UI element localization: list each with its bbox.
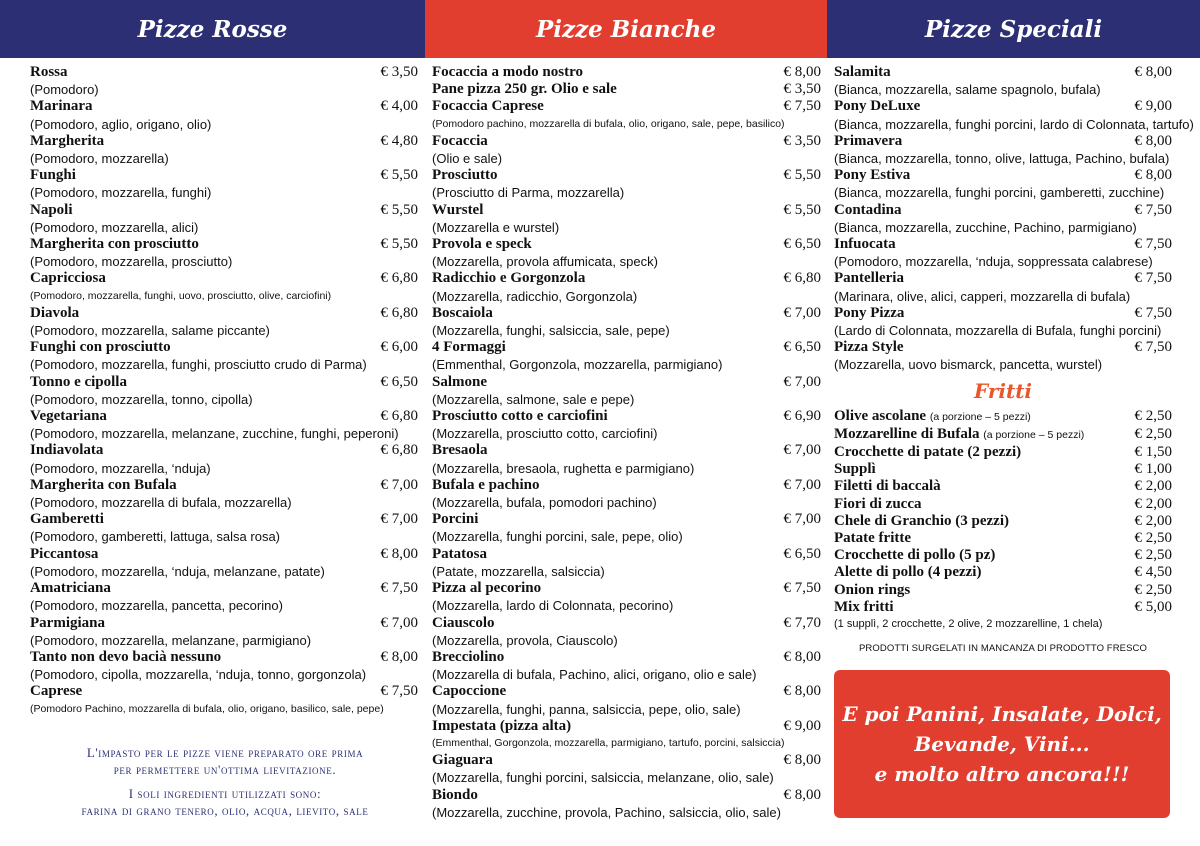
- item-description: (Bianca, mozzarella, tonno, olive, lattuga, Pachino, bufala): [834, 151, 1170, 167]
- item-description: (Pomodoro, mozzarella, ‘nduja, melanzane, patate): [30, 563, 325, 579]
- item-name: Pizza Style: [834, 339, 904, 356]
- menu-item: [834, 305, 1172, 322]
- item-description: (Bianca, mozzarella, zucchine, Pachino, parmigiano): [834, 219, 1137, 235]
- item-description: (Mozzarella, funghi porcini, salsiccia, melanzane, olio, sale): [432, 770, 774, 786]
- item-description: (Pomodoro, mozzarella, salame piccante): [30, 323, 270, 339]
- menu-item: [30, 236, 418, 253]
- menu-item: [30, 408, 418, 425]
- item-name: Salmone: [432, 373, 488, 390]
- item-price: € 5,50: [380, 167, 418, 184]
- item-description: (Pomodoro, mozzarella, alici): [30, 219, 199, 235]
- item-name-wrap: [834, 426, 1084, 444]
- item-description: (Mozzarella, funghi, salsiccia, sale, pepe): [432, 323, 670, 339]
- item-description: (Emmenthal, Gorgonzola, mozzarella, parmigiano, tartufo, porcini, salsiccia): [432, 736, 785, 749]
- item-description: (Mozzarella, bufala, pomodori pachino): [432, 495, 657, 511]
- item-description: (Pomodoro, mozzarella, funghi): [30, 185, 212, 201]
- item-price: € 8,00: [783, 683, 821, 700]
- item-price: € 7,50: [1134, 304, 1172, 321]
- item-name: Margherita: [30, 132, 105, 149]
- item-name: Caprese: [30, 683, 83, 700]
- menu-item: [834, 478, 1172, 495]
- item-description: (Pomodoro, cipolla, mozzarella, ‘nduja, tonno, gorgonzola): [30, 667, 367, 683]
- menu-item: [834, 167, 1172, 184]
- menu-item: [30, 374, 418, 391]
- item-name: Tonno e cipolla: [30, 373, 127, 390]
- fritti-list: [834, 408, 1172, 616]
- item-description: (Pomodoro, gamberetti, lattuga, salsa rosa): [30, 529, 281, 545]
- item-name: Focaccia Caprese: [432, 98, 544, 115]
- item-name: Patatosa: [432, 545, 487, 562]
- item-name: Focaccia a modo nostro: [432, 64, 583, 80]
- item-note: (a porzione – 5 pezzi): [929, 410, 1031, 423]
- item-name: Contadina: [834, 201, 902, 218]
- item-name: Crocchette di pollo (5 pz): [834, 547, 996, 564]
- menu-item: [30, 202, 418, 219]
- item-price: € 6,80: [783, 270, 821, 287]
- item-description: (Pomodoro, mozzarella, funghi, prosciutto crudo di Parma): [30, 357, 367, 373]
- menu-item: [834, 461, 1172, 478]
- menu-item: [834, 496, 1172, 513]
- menu-item: [834, 339, 1172, 356]
- pizze-bianche-list: [432, 64, 821, 821]
- item-price: € 6,80: [380, 408, 418, 425]
- item-price: € 1,00: [1134, 461, 1172, 478]
- item-name: Supplì: [834, 461, 876, 478]
- menu-item: [30, 615, 418, 632]
- item-price: € 7,70: [783, 614, 821, 631]
- menu-item: [30, 64, 418, 81]
- promo-banner: [834, 670, 1170, 818]
- item-name: Rossa: [30, 64, 68, 80]
- item-description: (Lardo di Colonnata, mozzarella di Bufala, funghi porcini): [834, 323, 1162, 339]
- item-name: Crocchette di patate (2 pezzi): [834, 444, 1022, 461]
- item-price: € 7,00: [380, 614, 418, 631]
- item-price: € 9,00: [783, 717, 821, 734]
- menu-item: [30, 511, 418, 528]
- item-name: Porcini: [432, 511, 479, 528]
- menu-item: [30, 305, 418, 322]
- item-name: Piccantosa: [30, 545, 99, 562]
- menu-item: [432, 236, 821, 253]
- item-description: (Pomodoro pachino, mozzarella di bufala, olio, origano, sale, pepe, basilico): [432, 117, 785, 130]
- item-price: € 2,00: [1134, 478, 1172, 495]
- item-description: (Patate, mozzarella, salsiccia): [432, 563, 605, 579]
- item-name: Focaccia: [432, 132, 488, 149]
- menu-item: [834, 64, 1172, 81]
- item-name: Chele di Granchio (3 pezzi): [834, 512, 1009, 529]
- item-name: Capoccione: [432, 683, 507, 700]
- item-name: 4 Formaggi: [432, 339, 506, 356]
- item-price: € 5,50: [783, 201, 821, 218]
- header-title: Pizze Bianche: [536, 15, 716, 43]
- item-description: (Pomodoro, mozzarella, funghi, uovo, prosciutto, olive, carciofini): [30, 289, 332, 302]
- menu-item: [432, 64, 821, 81]
- menu-item: [432, 270, 821, 287]
- item-price: € 3,50: [783, 132, 821, 149]
- item-description: (Mozzarella, prosciutto cotto, carciofini): [432, 426, 658, 442]
- item-description: (Pomodoro, mozzarella, tonno, cipolla): [30, 391, 253, 407]
- item-price: € 5,50: [380, 236, 418, 253]
- item-name: Bresaola: [432, 442, 488, 459]
- item-price: € 7,50: [1134, 339, 1172, 356]
- item-price: € 4,80: [380, 132, 418, 149]
- item-price: € 4,50: [1134, 564, 1172, 581]
- item-price: € 1,50: [1134, 444, 1172, 461]
- menu-item: [432, 305, 821, 322]
- item-name: Gamberetti: [30, 511, 104, 528]
- menu-item: [432, 511, 821, 528]
- menu-item: [30, 133, 418, 150]
- item-price: € 7,00: [783, 511, 821, 528]
- item-name: Provola e speck: [432, 236, 532, 253]
- menu-item: [834, 236, 1172, 253]
- item-price: € 6,00: [380, 339, 418, 356]
- item-price: € 2,50: [1134, 425, 1172, 442]
- pizze-speciali-column: [834, 64, 1194, 655]
- item-name: Parmigiana: [30, 614, 105, 631]
- item-description: (Pomodoro, mozzarella, ‘nduja, soppressata calabrese): [834, 254, 1153, 270]
- menu-item: [30, 270, 418, 287]
- item-name: Wurstel: [432, 201, 484, 218]
- notice-line-2: per permettere un'ottima lievitazione.: [113, 761, 337, 777]
- item-price: € 7,00: [783, 442, 821, 459]
- item-price: € 2,50: [1134, 407, 1172, 424]
- item-price: € 6,50: [783, 545, 821, 562]
- item-name: Filetti di baccalà: [834, 478, 941, 495]
- fritti-title: Fritti: [973, 378, 1033, 403]
- item-name: Vegetariana: [30, 408, 107, 425]
- item-name: Salamita: [834, 64, 891, 80]
- item-name: Amatriciana: [30, 580, 111, 597]
- notice-line-4: farina di grano tenero, olio, acqua, lievito, sale: [81, 802, 369, 818]
- item-name: Mozzarelline di Bufala: [834, 425, 980, 442]
- item-price: € 8,00: [783, 786, 821, 803]
- notice-line-3: I soli ingredienti utilizzati sono:: [128, 786, 322, 801]
- item-price: € 7,50: [1134, 201, 1172, 218]
- menu-item: [30, 477, 418, 494]
- item-price: € 6,50: [783, 236, 821, 253]
- item-price: € 6,80: [380, 442, 418, 459]
- menu-item: [432, 752, 821, 769]
- item-price: € 4,00: [380, 98, 418, 115]
- item-price: € 6,50: [783, 339, 821, 356]
- item-price: € 8,00: [1134, 132, 1172, 149]
- item-name: Infuocata: [834, 236, 896, 253]
- menu-item: [432, 649, 821, 666]
- item-name: Capricciosa: [30, 270, 106, 287]
- item-name: Marinara: [30, 98, 93, 115]
- item-description: (Prosciutto di Parma, mozzarella): [432, 185, 625, 201]
- item-price: € 8,00: [1134, 64, 1172, 80]
- item-description: (Mozzarella, funghi porcini, sale, pepe, olio): [432, 529, 683, 545]
- item-name: Pony Estiva: [834, 167, 911, 184]
- item-name: Margherita con prosciutto: [30, 236, 199, 253]
- menu-item: [834, 547, 1172, 564]
- menu-item: [834, 444, 1172, 461]
- menu-item: [432, 580, 821, 597]
- item-name: Radicchio e Gorgonzola: [432, 270, 586, 287]
- item-name: Boscaiola: [432, 304, 493, 321]
- menu-item: [432, 477, 821, 494]
- item-name: Prosciutto: [432, 167, 498, 184]
- item-description: (Pomodoro, aglio, origano, olio): [30, 116, 212, 132]
- surgelati-notice: PRODOTTI SURGELATI IN MANCANZA DI PRODOTTO FRESCO: [859, 643, 1147, 655]
- item-description: (Mozzarella, zucchine, provola, Pachino, salsiccia, olio, sale): [432, 804, 781, 820]
- item-name-wrap: [834, 408, 1031, 426]
- menu-item: [834, 133, 1172, 150]
- menu-item: [834, 270, 1172, 287]
- promo-line-2: Bevande, Vini...: [914, 732, 1090, 756]
- item-price: € 2,50: [1134, 530, 1172, 547]
- menu-item: [432, 408, 821, 425]
- item-name: Napoli: [30, 201, 73, 218]
- item-description: (Pomodoro, mozzarella): [30, 151, 169, 167]
- item-name: Alette di pollo (4 pezzi): [834, 564, 982, 581]
- item-description: (Pomodoro Pachino, mozzarella di bufala, olio, origano, basilico, sale, pepe): [30, 702, 384, 715]
- header-pizze-speciali: [827, 0, 1200, 58]
- item-price: € 6,80: [380, 270, 418, 287]
- item-name: Olive ascolane: [834, 407, 927, 424]
- item-price: € 7,00: [783, 304, 821, 321]
- item-name: Biondo: [432, 786, 478, 803]
- item-description: (Mozzarella di bufala, Pachino, alici, origano, olio e sale): [432, 667, 757, 683]
- item-name: Patate fritte: [834, 530, 912, 547]
- item-name: Fiori di zucca: [834, 495, 922, 512]
- item-description: (Mozzarella, lardo di Colonnata, pecorino): [432, 598, 674, 614]
- item-price: € 7,00: [783, 373, 821, 390]
- header-title: Pizze Rosse: [137, 15, 288, 43]
- item-price: € 7,00: [380, 476, 418, 493]
- item-name: Margherita con Bufala: [30, 476, 177, 493]
- menu-item: [30, 649, 418, 666]
- item-name: Pony Pizza: [834, 304, 905, 321]
- item-description: (Mozzarella, provola, Ciauscolo): [432, 632, 618, 648]
- item-description: (Mozzarella, radicchio, Gorgonzola): [432, 288, 638, 304]
- item-description: (Pomodoro, mozzarella, melanzane, zucchine, funghi, peperoni): [30, 426, 399, 442]
- pizze-speciali-list: [834, 64, 1194, 374]
- item-price: € 2,50: [1134, 547, 1172, 564]
- item-description: (Mozzarella, bresaola, rughetta e parmigiano): [432, 460, 695, 476]
- item-price: € 8,00: [783, 64, 821, 80]
- item-description: (Pomodoro, mozzarella di bufala, mozzarella): [30, 495, 292, 511]
- item-price: € 7,00: [783, 476, 821, 493]
- menu-item: [432, 546, 821, 563]
- item-price: € 2,50: [1134, 581, 1172, 598]
- item-price: € 8,00: [783, 648, 821, 665]
- menu-item: [432, 718, 821, 735]
- promo-line-1: E poi Panini, Insalate, Dolci,: [842, 702, 1162, 726]
- item-name: Impestata (pizza alta): [432, 717, 572, 734]
- item-price: € 6,50: [380, 373, 418, 390]
- item-price: € 7,50: [380, 580, 418, 597]
- item-description: (Bianca, mozzarella, salame spagnolo, bufala): [834, 82, 1101, 98]
- menu-item: [432, 339, 821, 356]
- menu-item: [432, 615, 821, 632]
- item-price: € 9,00: [1134, 98, 1172, 115]
- item-name: Brecciolino: [432, 648, 505, 665]
- menu-item: [30, 339, 418, 356]
- item-description: (Pomodoro, mozzarella, pancetta, pecorino): [30, 598, 283, 614]
- item-price: € 7,50: [783, 98, 821, 115]
- item-price: € 8,00: [783, 752, 821, 769]
- menu-item: [432, 787, 821, 804]
- item-name: Funghi: [30, 167, 76, 184]
- notice-line-1: L'impasto per le pizze viene preparato ore prima: [86, 745, 364, 760]
- item-description: (Bianca, mozzarella, funghi porcini, lardo di Colonnata, tartufo): [834, 116, 1194, 132]
- item-price: € 3,50: [380, 64, 418, 80]
- item-name: Indiavolata: [30, 442, 104, 459]
- item-note: (a porzione – 5 pezzi): [983, 428, 1085, 441]
- menu-item: [30, 683, 418, 700]
- item-name: Mix fritti: [834, 598, 894, 615]
- menu-item: [30, 546, 418, 563]
- menu-item: [30, 98, 418, 115]
- item-description: (Pomodoro, mozzarella, prosciutto): [30, 254, 233, 270]
- item-price: € 8,00: [380, 545, 418, 562]
- item-description: (Mozzarella e wurstel): [432, 219, 560, 235]
- item-price: € 3,50: [783, 81, 821, 98]
- mix-fritti-description: (1 supplì, 2 crocchette, 2 olive, 2 mozzarelline, 1 chela): [834, 618, 1103, 631]
- menu-item: [432, 167, 821, 184]
- item-price: € 2,00: [1134, 495, 1172, 512]
- item-name: Prosciutto cotto e carciofini: [432, 408, 608, 425]
- item-description: (Mozzarella, salmone, sale e pepe): [432, 391, 635, 407]
- item-description: (Olio e sale): [432, 151, 503, 167]
- promo-line-3: e molto altro ancora!!!: [874, 762, 1130, 786]
- menu-item: [834, 98, 1172, 115]
- item-description: (Pomodoro, mozzarella, ‘nduja): [30, 460, 211, 476]
- item-description: (Emmenthal, Gorgonzola, mozzarella, parmigiano): [432, 357, 723, 373]
- item-price: € 5,50: [380, 201, 418, 218]
- item-name: Bufala e pachino: [432, 476, 540, 493]
- item-description: (Bianca, mozzarella, funghi porcini, gamberetti, zucchine): [834, 185, 1165, 201]
- header-title: Pizze Speciali: [924, 15, 1103, 43]
- menu-item: [30, 442, 418, 459]
- item-description: (Mozzarella, uovo bismarck, pancetta, wurstel): [834, 357, 1103, 373]
- menu-item: [432, 98, 821, 115]
- item-name: Diavola: [30, 304, 80, 321]
- pizze-rosse-list: [30, 64, 418, 718]
- menu-item: [432, 202, 821, 219]
- item-price: € 2,00: [1134, 512, 1172, 529]
- item-name: Tanto non devo bacià nessuno: [30, 648, 222, 665]
- item-name: Funghi con prosciutto: [30, 339, 171, 356]
- menu-item: [432, 442, 821, 459]
- menu-item: [834, 599, 1172, 616]
- menu-item: [432, 683, 821, 700]
- item-price: € 6,90: [783, 408, 821, 425]
- item-description: (Pomodoro, mozzarella, melanzane, parmigiano): [30, 632, 312, 648]
- item-description: (Mozzarella, funghi, panna, salsiccia, pepe, olio, sale): [432, 701, 741, 717]
- header-pizze-bianche: [425, 0, 827, 58]
- header-pizze-rosse: [0, 0, 425, 58]
- menu-item: [834, 513, 1172, 530]
- menu-item: [834, 408, 1172, 426]
- item-name: Pane pizza 250 gr. Olio e sale: [432, 81, 617, 98]
- item-description: (Mozzarella, provola affumicata, speck): [432, 254, 658, 270]
- menu-item: [834, 202, 1172, 219]
- item-name: Ciauscolo: [432, 614, 495, 631]
- item-price: € 7,50: [1134, 270, 1172, 287]
- item-price: € 8,00: [380, 648, 418, 665]
- item-name: Pony DeLuxe: [834, 98, 921, 115]
- item-price: € 7,00: [380, 511, 418, 528]
- menu-item: [30, 580, 418, 597]
- promo-text: [842, 699, 1161, 789]
- item-name: Primavera: [834, 132, 903, 149]
- menu-item: [834, 582, 1172, 599]
- item-price: € 8,00: [1134, 167, 1172, 184]
- menu-item: [834, 530, 1172, 547]
- item-description: (Marinara, olive, alici, capperi, mozzarella di bufala): [834, 288, 1131, 304]
- item-name: Pantelleria: [834, 270, 904, 287]
- item-name: Giaguara: [432, 752, 493, 769]
- dough-notice: [30, 745, 420, 827]
- menu-item: [30, 167, 418, 184]
- menu-item: [834, 426, 1172, 444]
- item-price: € 5,50: [783, 167, 821, 184]
- item-price: € 7,50: [783, 580, 821, 597]
- item-name: Onion rings: [834, 581, 911, 598]
- item-price: € 7,50: [1134, 236, 1172, 253]
- menu-item: [432, 133, 821, 150]
- item-description: (Pomodoro): [30, 82, 99, 98]
- item-name: Pizza al pecorino: [432, 580, 542, 597]
- item-price: € 5,00: [1134, 598, 1172, 615]
- item-price: € 7,50: [380, 683, 418, 700]
- menu-item: [834, 564, 1172, 581]
- menu-item: [432, 81, 821, 98]
- menu-item: [432, 374, 821, 391]
- item-price: € 6,80: [380, 304, 418, 321]
